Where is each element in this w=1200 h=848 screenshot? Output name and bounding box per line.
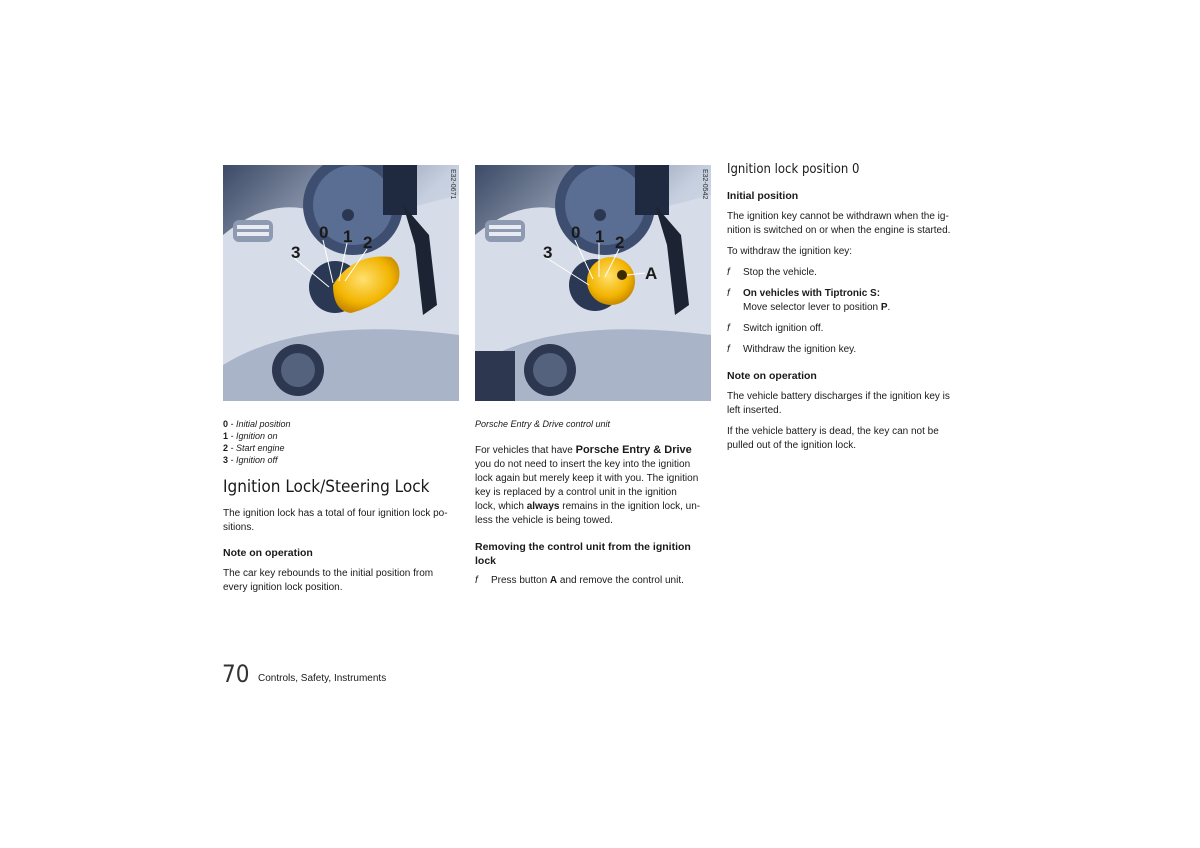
caption-item: 3 - Ignition off [223,455,278,465]
position-2-label: 2 [615,233,625,252]
step-press-button: f Press button A and remove the control unit. [475,575,684,586]
entry-drive-paragraph: For vehicles that have Porsche Entry & Drive you do not need to insert the key into the ignition lock again but merely keep it with you. The ignition key is replaced by a control unit in the ignition lock, which always remains in the ignition lock, un- less the vehicle is being towed. [475,444,701,526]
section-title: Ignition Lock/Steering Lock [223,477,430,497]
position-1-label: 1 [343,227,353,246]
step-stop-vehicle: f Stop the vehicle. [727,267,817,278]
control-unit-caption: Porsche Entry & Drive control unit [475,419,611,429]
note-heading: Note on operation [223,547,313,559]
battery-discharge-paragraph: The vehicle battery discharges if the ignition key is left inserted. [727,391,950,416]
ignition-lock-figure [223,165,459,401]
footer-section-name: Controls, Safety, Instruments [258,673,387,684]
position-zero-title: Ignition lock position 0 [727,162,860,177]
note-paragraph: The car key rebounds to the initial position from every ignition lock position. [223,568,434,593]
position-0-label: 0 [571,223,581,242]
page-number: 70 [222,660,250,688]
position-2-label: 2 [363,233,373,252]
position-0-label: 0 [319,223,329,242]
position-3-label: 3 [291,243,301,262]
position-1-label: 1 [595,227,605,246]
caption-item: 0 - Initial position [223,419,291,429]
step-withdraw-key: f Withdraw the ignition key. [727,344,857,355]
initial-position-heading: Initial position [727,190,799,202]
step-switch-off: f Switch ignition off. [727,323,824,334]
withdraw-note-paragraph: The ignition key cannot be withdrawn when the ig- nition is switched on or when the engine is started. [727,211,951,236]
right-note-heading: Note on operation [727,370,817,382]
position-3-label: 3 [543,243,553,262]
caption-item: 2 - Start engine [223,443,285,453]
removing-heading: Removing the control unit from the ignition lock [475,541,691,567]
control-unit-figure [475,165,711,401]
caption-item: 1 - Ignition on [223,431,278,441]
figure-stamp: E32-0671 [449,169,456,200]
battery-dead-paragraph: If the vehicle battery is dead, the key can not be pulled out of the ignition lock. [727,426,939,451]
intro-paragraph: The ignition lock has a total of four ignition lock po- sitions. [223,508,448,533]
figure-caption-list [223,418,291,466]
figure-stamp: E32-0542 [701,169,708,200]
withdraw-intro: To withdraw the ignition key: [727,246,853,257]
step-tiptronic: f On vehicles with Tiptronic S: Move selector lever to position P. [727,288,891,313]
button-a-label: A [645,264,658,283]
